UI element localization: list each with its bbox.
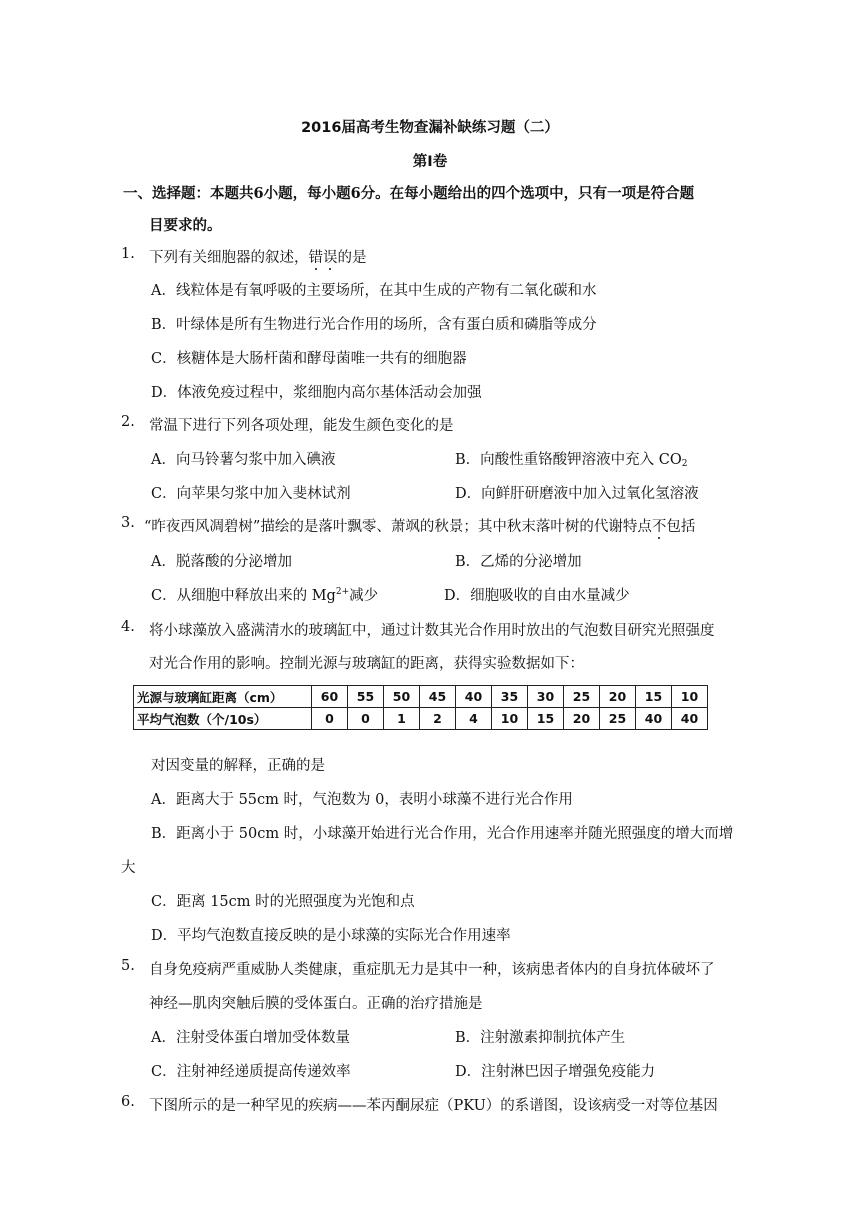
- option-d: D．注射淋巴因子增强免疫能力: [455, 1064, 656, 1080]
- table-cell: 20: [600, 686, 636, 708]
- option-c: [151, 584, 378, 605]
- option-b: [455, 448, 687, 469]
- table-cell: 35: [492, 686, 528, 708]
- emphasis-char: 误: [323, 250, 338, 266]
- document-title: 2016届高考生物查漏补缺练习题（二）: [301, 120, 559, 136]
- table-cell: 1: [384, 708, 420, 730]
- option-a: A．注射受体蛋白增加受体数量: [151, 1030, 350, 1046]
- question-number: 5.: [121, 958, 135, 974]
- table-cell: 15: [528, 708, 564, 730]
- question-number: 2.: [121, 414, 135, 430]
- table-row: [134, 686, 708, 708]
- option-b: B．乙烯的分泌增加: [455, 554, 582, 570]
- stem-text: 的是: [337, 250, 367, 266]
- option-d: D．平均气泡数直接反映的是小球藻的实际光合作用速率: [151, 928, 511, 944]
- question-number: 3.: [121, 515, 135, 531]
- option-b-line2: 大: [121, 860, 136, 876]
- option-d: D．细胞吸收的自由水量减少: [444, 588, 630, 604]
- question-number: 6.: [121, 1094, 135, 1110]
- stem-text: 包括: [666, 519, 696, 535]
- option-c: C．距离 15cm 时的光照强度为光饱和点: [151, 894, 415, 910]
- table-cell: 40: [672, 708, 708, 730]
- stem-text: “昨夜西风凋碧树”描绘的是落叶飘零、萧飒的秋景；其中秋末落叶树的代谢特点: [144, 519, 652, 535]
- question-stem-line1: 下图所示的是一种罕见的疾病——苯丙酮尿症（PKU）的系谱图，设该病受一对等位基因: [149, 1098, 718, 1114]
- table-cell: 0: [348, 708, 384, 730]
- table-cell: 40: [456, 686, 492, 708]
- data-table: [133, 685, 708, 730]
- table-cell: 40: [636, 708, 672, 730]
- table-cell: 25: [600, 708, 636, 730]
- question-stem-line1: 自身免疫病严重威胁人类健康，重症肌无力是其中一种，该病患者体内的自身抗体破坏了: [149, 962, 715, 978]
- section-heading-line2: 目要求的。: [149, 217, 222, 234]
- option-d: D．向鲜肝研磨液中加入过氧化氢溶液: [455, 486, 699, 502]
- table-cell: 20: [564, 708, 600, 730]
- table-cell: 0: [312, 708, 348, 730]
- table-cell: 50: [384, 686, 420, 708]
- subscript: 2: [681, 459, 688, 469]
- table-cell: 15: [636, 686, 672, 708]
- table-cell: 30: [528, 686, 564, 708]
- table-cell: 10: [672, 686, 708, 708]
- table-cell: 60: [312, 686, 348, 708]
- question-stem: 常温下进行下列各项处理，能发生颜色变化的是: [149, 418, 454, 434]
- table-cell: 25: [564, 686, 600, 708]
- section-heading-line1: 一、选择题：本题共6小题，每小题6分。在每小题给出的四个选项中，只有一项是符合题: [123, 185, 695, 202]
- option-c: C．注射神经递质提高传递效率: [151, 1064, 351, 1080]
- emphasis-char: 不: [651, 519, 667, 535]
- option-b-line1: B．距离小于 50cm 时，小球藻开始进行光合作用，光合作用速率并随光照强度的增大而增: [151, 826, 734, 842]
- question-stem-line2: 对光合作用的影响。控制光源与玻璃缸的距离，获得实验数据如下：: [149, 656, 584, 672]
- stem-text: 下列有关细胞器的叙述，: [149, 250, 309, 266]
- option-b: B．叶绿体是所有生物进行光合作用的场所，含有蛋白质和磷脂等成分: [151, 317, 597, 333]
- question-number: 1.: [121, 246, 135, 262]
- option-d: D．体液免疫过程中，浆细胞内高尔基体活动会加强: [151, 385, 482, 401]
- option-text: 减少: [349, 588, 379, 604]
- table-cell: 10: [492, 708, 528, 730]
- option-text: C．从细胞中释放出来的 Mg: [151, 588, 336, 604]
- emphasis-char: 错: [308, 250, 323, 266]
- question-number: 4.: [121, 619, 135, 635]
- table-cell: 55: [348, 686, 384, 708]
- table-cell: 2: [420, 708, 456, 730]
- option-c: C．核糖体是大肠杆菌和酵母菌唯一共有的细胞器: [151, 351, 467, 367]
- question-stem-line1: 将小球藻放入盛满清水的玻璃缸中，通过计数其光合作用时放出的气泡数目研究光照强度: [149, 623, 715, 639]
- option-a: A．线粒体是有氧呼吸的主要场所，在其中生成的产物有二氧化碳和水: [151, 283, 597, 299]
- question-followup: 对因变量的解释，正确的是: [151, 758, 325, 774]
- option-a: A．距离大于 55cm 时，气泡数为 0，表明小球藻不进行光合作用: [151, 792, 573, 808]
- table-row: [134, 708, 708, 730]
- part-title: 第Ⅰ卷: [412, 154, 448, 170]
- table-cell: 4: [456, 708, 492, 730]
- superscript: 2+: [335, 587, 350, 597]
- row-header-distance: 光源与玻璃缸距离（cm）: [134, 686, 312, 708]
- question-stem: [144, 515, 695, 536]
- question-stem-line2: 神经—肌肉突触后膜的受体蛋白。正确的治疗措施是: [149, 996, 483, 1012]
- option-a: A．脱落酸的分泌增加: [151, 554, 292, 570]
- option-text: B．向酸性重铬酸钾溶液中充入 CO: [455, 452, 682, 468]
- option-b: B．注射激素抑制抗体产生: [455, 1030, 626, 1046]
- option-c: C．向苹果匀浆中加入斐林试剂: [151, 486, 351, 502]
- question-stem: [149, 246, 367, 267]
- table-cell: 45: [420, 686, 456, 708]
- option-a: A．向马铃薯匀浆中加入碘液: [151, 452, 336, 468]
- row-header-bubbles: 平均气泡数（个/10s）: [134, 708, 312, 730]
